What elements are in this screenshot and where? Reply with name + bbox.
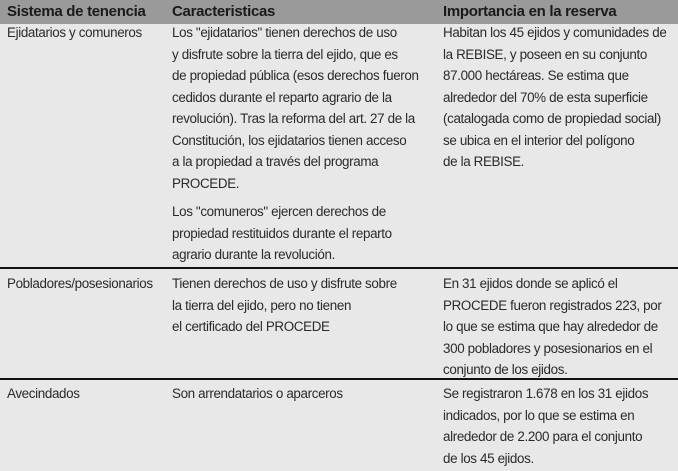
text-line: PROCEDE. [172, 175, 240, 191]
text-line: de la REBISE. [443, 154, 525, 169]
text-line: de propiedad pública (esos derechos fueron [172, 68, 419, 83]
text-line: PROCEDE fueron registrados 223, por [443, 297, 662, 313]
cell-importancia [443, 273, 661, 381]
text-line: revolución). Tras la reforma del art. 27 de la [172, 111, 415, 126]
row-divider [0, 378, 678, 380]
text-line: Tienen derechos de uso y disfrute sobre [172, 276, 397, 291]
cell-tenencia [7, 273, 153, 295]
cell-importancia [443, 22, 666, 173]
text-line: lo que se estima que hay alrededor de [443, 319, 658, 334]
text-line: cedidos durante el reparto agrario de la [172, 89, 392, 105]
table-header [0, 0, 678, 24]
text-line: la tierra del ejido, pero no tienen [172, 297, 352, 313]
cell-importancia [443, 383, 648, 469]
cell-caracteristicas [172, 383, 343, 405]
text-line: (catalogada como de propiedad social) [443, 111, 661, 126]
text-line: Se registraron 1.678 en los 31 ejidos [443, 386, 649, 401]
text-line: Avecindados [7, 386, 80, 401]
text-line: Constitución, los ejidatarios tienen acceso [172, 132, 407, 148]
header-sistema-de-tenencia: Sistema de tenencia [7, 3, 146, 20]
text-line: alrededor del 70% de esta superficie [443, 89, 648, 105]
header-importancia: Importancia en la reserva [443, 3, 617, 20]
text-line: de los 45 ejidos. [443, 450, 534, 466]
text-line: alrededor de 2.200 para el conjunto [443, 429, 643, 444]
text-line: agrario durante la revolución. [172, 247, 335, 262]
text-line: propiedad restituidos durante el reparto [172, 225, 392, 241]
text-line: la REBISE, y poseen en su conjunto [443, 46, 647, 62]
text-line: 300 pobladores y posesionarios en el [443, 340, 653, 356]
text-line: a la propiedad a través del programa [172, 154, 379, 169]
text-line: Son arrendatarios o aparceros [172, 386, 343, 401]
text-line: el certificado del PROCEDE [172, 319, 330, 334]
header-caracteristicas: Caracteristicas [172, 3, 276, 20]
cell-caracteristicas [172, 22, 419, 194]
text-line: Habitan los 45 ejidos y comunidades de [443, 25, 667, 40]
row-divider [0, 267, 678, 269]
text-line: y disfrute sobre la tierra del ejido, que es [172, 46, 398, 62]
text-line: 87.000 hectáreas. Se estima que [443, 68, 629, 83]
cell-caracteristicas [172, 273, 397, 338]
cell-tenencia [7, 22, 142, 44]
text-line: Los "comuneros" ejercen derechos de [172, 204, 386, 219]
cell-tenencia [7, 383, 80, 405]
text-line: Pobladores/posesionarios [7, 276, 153, 291]
text-line: indicados, por lo que se estima en [443, 407, 635, 423]
text-line: En 31 ejidos donde se aplicó el [443, 276, 618, 291]
text-line: Ejidatarios y comuneros [7, 25, 142, 40]
cell-caracteristicas-comuneros [172, 201, 392, 266]
text-line: Los "ejidatarios" tienen derechos de uso [172, 25, 397, 40]
text-line: se ubica en el interior del polígono [443, 132, 635, 148]
text-line: conjunto de los ejidos. [443, 362, 568, 377]
